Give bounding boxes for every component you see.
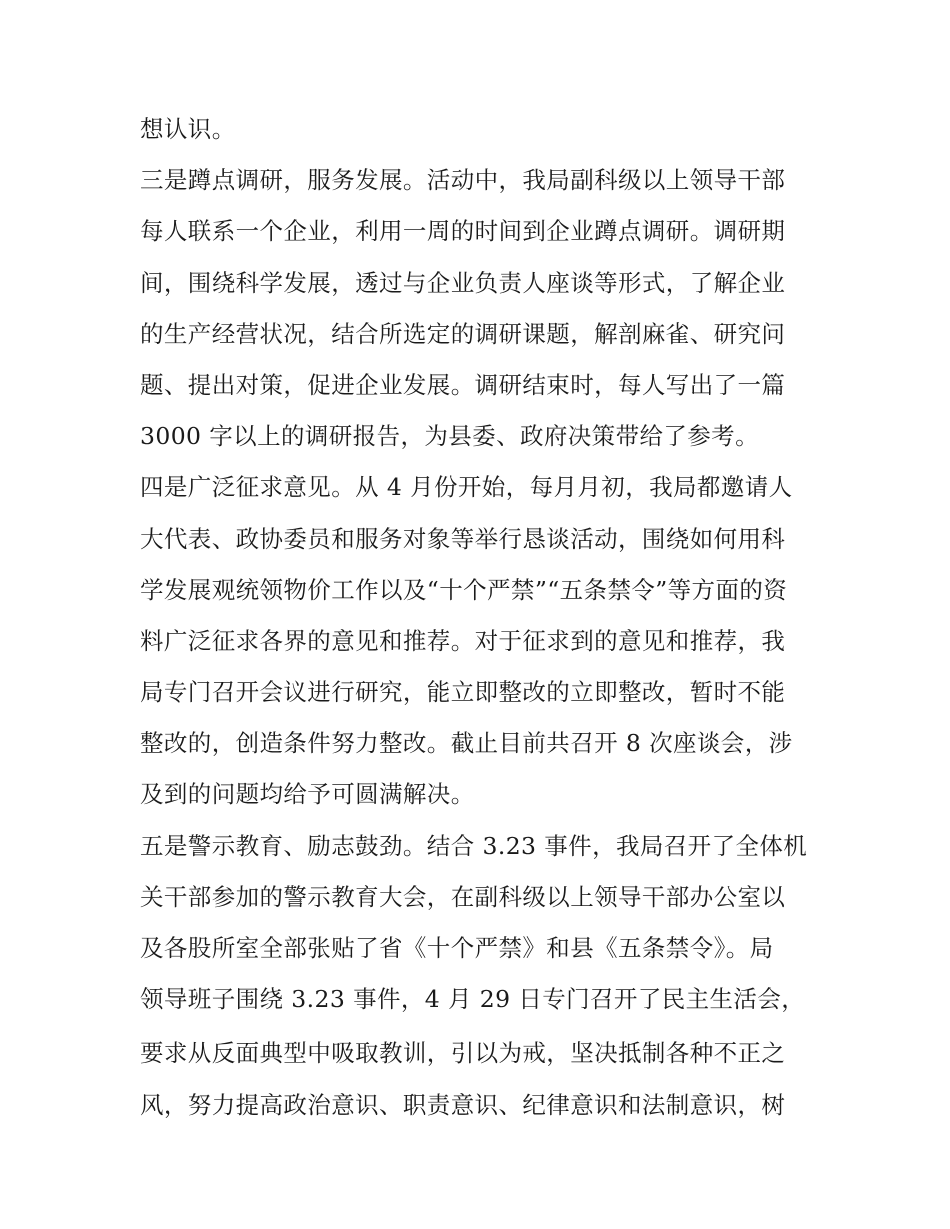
text-line: 四是广泛征求意见。从 4 月份开始，每月月初，我局都邀请人 (140, 473, 793, 502)
text-line: 3000 字以上的调研报告，为县委、政府决策带给了参考。 (140, 422, 759, 451)
text-line: 的生产经营状况，结合所选定的调研课题，解剖麻雀、研究问 (140, 319, 786, 348)
text-line: 风，努力提高政治意识、职责意识、纪律意识和法制意识，树 (140, 1090, 786, 1119)
text-line: 及各股所室全部张贴了省《十个严禁》和县《五条禁令》。局 (140, 934, 774, 962)
text-line: 想认识。 (140, 115, 236, 143)
text-line: 要求从反面典型中吸取教训，引以为戒，坚决抵制各种不正之 (140, 1039, 786, 1068)
text-line: 领导班子围绕 3.23 事件，4 月 29 日专门召开了民主生活会， (140, 985, 806, 1014)
text-line: 关干部参加的警示教育大会，在副科级以上领导干部办公室以 (140, 882, 786, 911)
text-line: 整改的，创造条件努力整改。截止目前共召开 8 次座谈会，涉 (140, 729, 793, 758)
text-line: 料广泛征求各界的意见和推荐。对于征求到的意见和推荐，我 (140, 626, 786, 655)
text-line: 大代表、政协委员和服务对象等举行恳谈活动，围绕如何用科 (140, 524, 786, 553)
body-text (140, 104, 820, 1131)
text-line: 及到的问题均给予可圆满解决。 (140, 780, 475, 809)
text-line: 局专门召开会议进行研究，能立即整改的立即整改，暂时不能 (140, 678, 786, 707)
text-line: 间，围绕科学发展，透过与企业负责人座谈等形式，了解企业 (140, 268, 786, 297)
text-line: 题、提出对策，促进企业发展。调研结束时，每人写出了一篇 (140, 370, 786, 399)
text-line: 每人联系一个企业，利用一周的时间到企业蹲点调研。调研期 (140, 217, 786, 246)
text-line: 五是警示教育、励志鼓劲。结合 3.23 事件，我局召开了全体机 (140, 831, 808, 860)
text-line: 三是蹲点调研，服务发展。活动中，我局副科级以上领导干部 (140, 166, 786, 195)
text-line: 学发展观统领物价工作以及“十个严禁”“五条禁令”等方面的资 (140, 575, 788, 604)
